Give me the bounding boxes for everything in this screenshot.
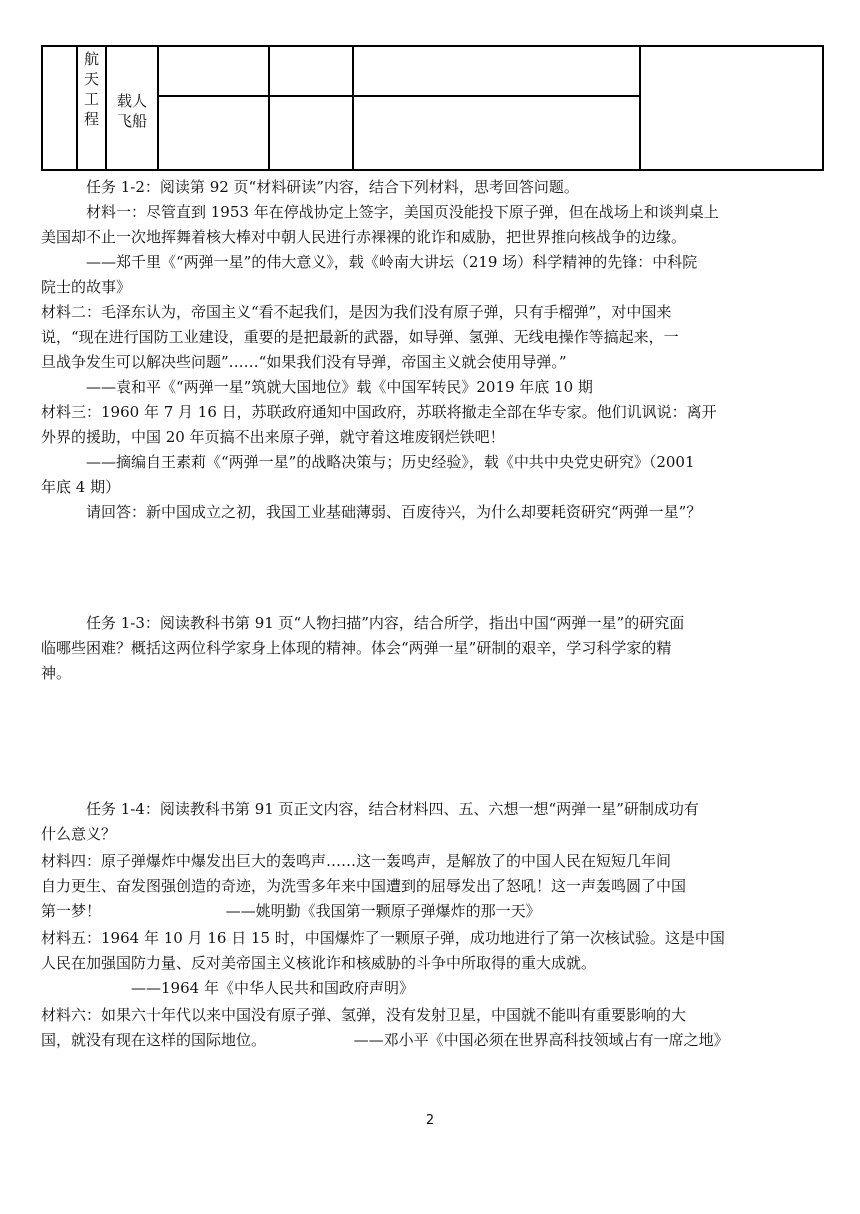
material-1-source-2: 院士的故事》 (41, 278, 132, 296)
material-3-source-2: 年底 4 期） (41, 478, 121, 496)
table-col-line-7 (822, 45, 824, 171)
table-row-divider (157, 95, 641, 97)
task-1-3-line-3: 神。 (41, 664, 72, 682)
material-1-line-2: 美国却不止一次地挥舞着核大棒对中朝人民进行赤裸裸的讹诈和威胁，把世界推向核战争的边缘。 (41, 228, 687, 246)
table-col-line-0 (41, 45, 43, 171)
material-5-line-2: 人民在加强国防力量、反对美帝国主义核讹诈和核威胁的斗争中所取得的重大成就。 (41, 954, 597, 972)
material-6-source: ——邓小平《中国必须在世界高科技领域占有一席之地》 (353, 1031, 729, 1049)
material-2-line-3: 旦战争发生可以解决些问题”……“如果我们没有导弹，帝国主义就会使用导弹。” (41, 353, 567, 371)
table-col-line-4 (268, 45, 270, 171)
material-5-line-1: 材料五：1964 年 10 月 16 日 15 时，中国爆炸了一颗原子弹，成功地进行了第一次核试验。这是中国 (41, 929, 725, 947)
material-3-source-1: ——摘编自王素莉《“两弹一星”的战略决策与；历史经验》，载《中共中央党史研究》（2001 (86, 453, 695, 471)
material-2-line-1: 材料二：毛泽东认为，帝国主义“看不起我们，是因为我们没有原子弹，只有手榴弹”，对中国来 (41, 303, 672, 321)
table-col-line-6 (639, 45, 641, 171)
task-1-2-question: 请回答：新中国成立之初，我国工业基础薄弱、百废待兴，为什么却要耗资研究“两弹一星”？ (86, 503, 702, 521)
material-2-source: ——袁和平《“两弹一星”筑就大国地位》载《中国军转民》2019 年底 10 期 (86, 378, 593, 396)
task-1-3-line-1: 任务 1-3：阅读教科书第 91 页“人物扫描”内容，结合所学，指出中国“两弹一星”的研究面 (86, 614, 685, 632)
material-3-line-2: 外界的援助，中国 20 年页搞不出来原子弹，就守着这堆废钢烂铁吧！ (41, 428, 505, 446)
material-4-line-3 (41, 900, 824, 923)
task-1-2-heading: 任务 1-2：阅读第 92 页“材料研读”内容，结合下列材料，思考回答问题。 (86, 178, 579, 196)
material-5-source: ——1964 年《中华人民共和国政府声明》 (131, 979, 414, 997)
material-4-line-2: 自力更生、奋发图强创造的奇迹，为洗雪多年来中国遭到的屈辱发出了怒吼！这一声轰鸣圆了中国 (41, 877, 687, 895)
task-1-4-line-2: 什么意义？ (41, 825, 117, 843)
material-4-line-1: 材料四：原子弹爆炸中爆发出巨大的轰鸣声……这一轰鸣声，是解放了的中国人民在短短几年间 (41, 852, 672, 870)
material-1-source-1: ——郑千里《“两弹一星”的伟大意义》，载《岭南大讲坛（219 场）科学精神的先锋：中科院 (86, 253, 698, 271)
material-3-line-1: 材料三：1960 年 7 月 16 日，苏联政府通知中国政府，苏联将撤走全部在华专家。他们讥讽说：离开 (41, 403, 717, 421)
material-4-source: ——姚明勤《我国第一颗原子弹爆炸的那一天》 (225, 902, 541, 920)
material-1-line-1: 材料一：尽管直到 1953 年在停战协定上签字，美国页没能投下原子弹，但在战场上和谈判桌上 (86, 203, 719, 221)
page-number: 2 (425, 1113, 435, 1128)
table-fragment (41, 45, 824, 171)
table-col-line-3 (157, 45, 159, 171)
table-cell-category: 航 天 工 程 (83, 50, 99, 128)
material-6-line-1: 材料六：如果六十年代以来中国没有原子弹、氢弹，没有发射卫星，中国就不能叫有重要影响的大 (41, 1006, 687, 1024)
material-2-line-2: 说，“现在进行国防工业建设，重要的是把最新的武器，如导弹、氢弹、无线电操作等搞起来，一 (41, 328, 679, 346)
table-cell-item: 载人 飞船 (116, 92, 147, 130)
task-1-4-line-1: 任务 1-4：阅读教科书第 91 页正文内容，结合材料四、五、六想一想“两弹一星”研制成功有 (86, 800, 699, 818)
material-6-line-2-text: 国，就没有现在这样的国际地位。 (41, 1031, 267, 1049)
material-4-line-3-text: 第一梦！ (41, 902, 102, 920)
task-1-3-line-2: 临哪些困难？概括这两位科学家身上体现的精神。体会“两弹一星”研制的艰辛，学习科学家的精 (41, 639, 672, 657)
material-6-line-2 (41, 1029, 824, 1052)
table-col-line-5 (352, 45, 354, 171)
